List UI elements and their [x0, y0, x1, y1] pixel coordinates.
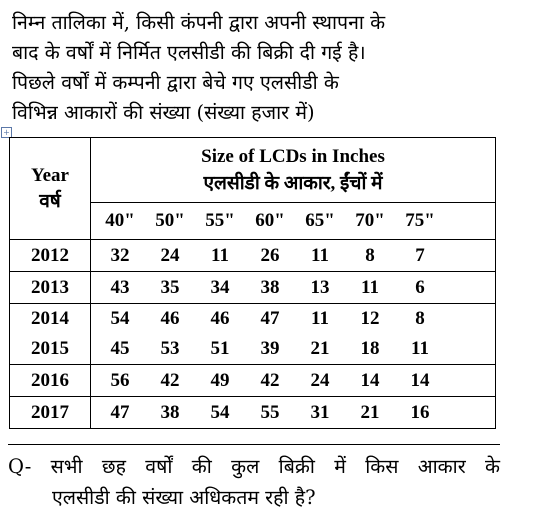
table-row: [10, 365, 496, 397]
value: 42: [160, 369, 180, 391]
value: 14: [360, 369, 380, 391]
value: 8: [365, 244, 375, 266]
size-labels: [91, 203, 496, 240]
size-header: [91, 138, 496, 203]
value: 14: [410, 369, 430, 391]
value: 24: [310, 369, 330, 391]
size-header-hi: एलसीडी के आकार, ईंचों में: [203, 173, 383, 194]
value: 46: [210, 308, 230, 329]
year-value: 2015: [31, 338, 69, 359]
values-cell: [91, 304, 496, 365]
year-cell: 2016: [10, 365, 91, 397]
value: 49: [210, 369, 230, 391]
value: 11: [361, 276, 379, 298]
year-value: 2014: [31, 308, 69, 329]
year-cell: 2012: [10, 240, 91, 272]
year-cell: 2017: [10, 397, 91, 429]
value: 43: [110, 276, 130, 298]
value: 6: [415, 276, 425, 298]
value: 47: [110, 401, 130, 423]
table-row: [10, 240, 496, 272]
year-header-en: Year: [31, 164, 69, 186]
year-cell: 2013: [10, 272, 91, 304]
lcd-sales-table: [9, 137, 496, 429]
intro-paragraph: [12, 8, 527, 128]
size-label: 65": [305, 210, 335, 231]
value: 53: [160, 338, 180, 359]
value: 38: [160, 401, 180, 423]
size-label: 50": [155, 210, 185, 231]
table-row-merged: [10, 304, 496, 365]
question-line: Q- सभी छह वर्षों की कुल बिक्री में किस आकार के: [8, 455, 500, 478]
value: 7: [415, 244, 425, 266]
intro-line: विभिन्न आकारों की संख्या (संख्या हजार में): [12, 101, 315, 124]
values-cell: [91, 240, 496, 272]
year-cell: [10, 304, 91, 365]
year-header-hi: वर्ष: [39, 190, 61, 212]
values-cell: [91, 397, 496, 429]
value: 32: [110, 244, 130, 266]
values-cell: [91, 365, 496, 397]
table-row: [10, 397, 496, 429]
value: 39: [260, 338, 280, 359]
value: 18: [360, 338, 380, 359]
value: 12: [360, 308, 380, 329]
value: 34: [210, 276, 230, 298]
table-row: [10, 272, 496, 304]
size-label: 55": [205, 210, 235, 231]
value: 56: [110, 369, 130, 391]
intro-line: निम्न तालिका में, किसी कंपनी द्वारा अपनी स्थापना के: [12, 11, 386, 34]
values-cell: [91, 272, 496, 304]
value: 47: [260, 308, 280, 329]
value: 13: [310, 276, 330, 298]
value: 38: [260, 276, 280, 298]
value: 45: [110, 338, 130, 359]
value: 46: [160, 308, 180, 329]
value: 55: [260, 401, 280, 423]
value: 54: [210, 401, 230, 423]
size-label: 75": [405, 210, 435, 231]
value: 11: [311, 308, 329, 329]
value: 24: [160, 244, 180, 266]
value: 21: [310, 338, 330, 359]
value: 42: [260, 369, 280, 391]
value: 31: [310, 401, 330, 423]
value: 35: [160, 276, 180, 298]
value: 8: [415, 308, 425, 329]
value: 54: [110, 308, 130, 329]
size-label: 70": [355, 210, 385, 231]
intro-line: बाद के वर्षों में निर्मित एलसीडी की बिक्री दी गई है।: [12, 41, 366, 64]
question-text: [8, 444, 500, 513]
value: 11: [211, 244, 229, 266]
question-line: एलसीडी की संख्या अधिकतम रही है?: [52, 486, 316, 509]
value: 16: [410, 401, 430, 423]
value: 11: [411, 338, 429, 359]
size-label: 60": [255, 210, 285, 231]
table-move-handle-icon[interactable]: +: [1, 127, 12, 138]
value: 51: [210, 338, 230, 359]
intro-line: पिछले वर्षों में कम्पनी द्वारा बेचे गए एलसीडी के: [12, 71, 339, 94]
size-label: 40": [105, 210, 135, 231]
year-header: [10, 138, 91, 240]
table-header-row: [10, 138, 496, 203]
value: 21: [360, 401, 380, 423]
value: 11: [311, 244, 329, 266]
size-header-en: Size of LCDs in Inches: [201, 146, 385, 167]
value: 26: [260, 244, 280, 266]
